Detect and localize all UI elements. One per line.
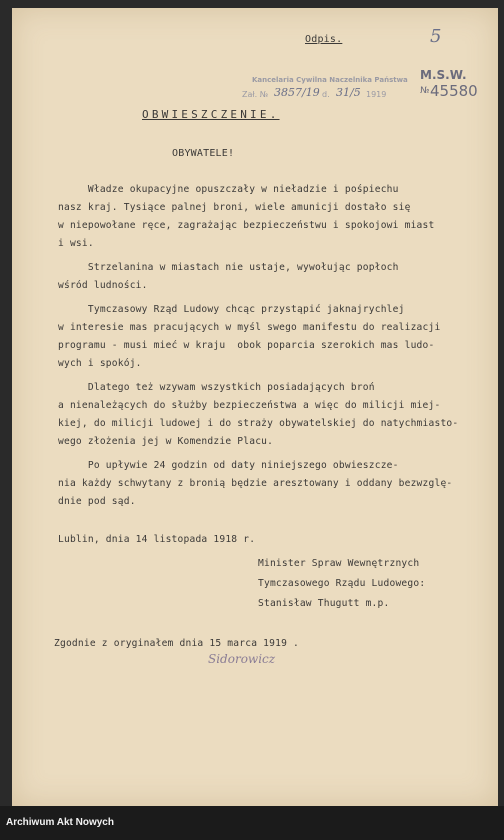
stamp-reg-year: 1919 (366, 90, 387, 99)
registration-stamp (242, 68, 492, 108)
body-line: wego złożenia jej w Komendzie Placu. (58, 436, 274, 447)
body-line: Władze okupacyjne opuszczały w nieładzie i pośpiechu (58, 184, 399, 195)
body-line: nia każdy schwytany z bronią będzie aresztowany i oddany bezwzglę- (58, 478, 453, 489)
copy-label: Odpis. (305, 34, 343, 45)
body-line: a nienależących do służby bezpieczeństwa a więc do milicji miej- (58, 400, 441, 411)
stamp-reg-mid: d. (322, 90, 330, 99)
body-line: w interesie mas pracujących w myśl swego manifestu do realizacji (58, 322, 441, 333)
body-line: w niepowołane ręce, zagrażając bezpieczeństwu i spokojowi miast (58, 220, 435, 231)
stamp-office: Kancelaria Cywilna Naczelnika Państwa (252, 76, 408, 84)
body-line: Dlatego też wzywam wszystkich posiadających broń (58, 382, 375, 393)
archive-name: Archiwum Akt Nowych (6, 817, 114, 828)
stamp-reg-date: 31/5 (336, 86, 361, 99)
msw-label: M.S.W. (420, 68, 467, 82)
archive-footer (0, 806, 504, 840)
signature-line: Minister Spraw Wewnętrznych (258, 558, 420, 569)
body-line: kiej, do milicji ludowej i do straży obywatelskiej do natychmiasto- (58, 418, 459, 429)
document-title: OBWIESZCZENIE. (142, 108, 280, 121)
body-line: Strzelanina w miastach nie ustaje, wywołując popłoch (58, 262, 399, 273)
msw-prefix: № (420, 86, 430, 96)
body-line: nasz kraj. Tysiące palnej broni, wiele amunicji dostało się (58, 202, 411, 213)
body-line: Po upływie 24 godzin od daty niniejszego obwieszcze- (58, 460, 399, 471)
signature-line: Stanisław Thugutt m.p. (258, 598, 390, 609)
body-line: Tymczasowy Rząd Ludowy chcąc przystąpić jaknajrychlej (58, 304, 405, 315)
stamp-reg-number: 3857/19 (274, 86, 320, 99)
certification-line: Zgodnie z oryginałem dnia 15 marca 1919 . (54, 638, 300, 649)
body-line: wych i spokój. (58, 358, 142, 369)
salutation: OBYWATELE! (172, 148, 235, 159)
stamp-reg-prefix: Zał. № (242, 90, 269, 99)
page-number: 5 (430, 26, 442, 47)
msw-number: 45580 (430, 82, 478, 100)
body-line: i wsi. (58, 238, 94, 249)
body-line: dnie pod sąd. (58, 496, 136, 507)
signature-line: Tymczasowego Rządu Ludowego: (258, 578, 426, 589)
handwritten-signature: Sidorowicz (208, 652, 276, 666)
body-line: programu - musi mieć w kraju obok poparcia szerokich mas ludo- (58, 340, 435, 351)
body-line: wśród ludności. (58, 280, 148, 291)
place-date: Lublin, dnia 14 listopada 1918 r. (58, 534, 256, 545)
document-page (12, 8, 498, 806)
